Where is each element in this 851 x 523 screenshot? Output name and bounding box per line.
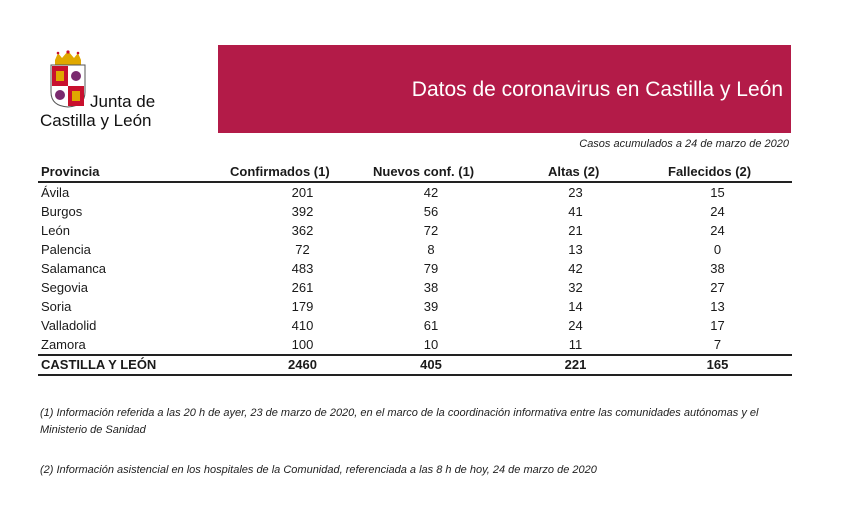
cell-nuevos: 38 <box>423 280 439 295</box>
cell-altas: 41 <box>568 204 583 219</box>
cell-nuevos: 79 <box>423 261 439 276</box>
cell-fallecidos: 38 <box>710 261 725 276</box>
cell-altas: 13 <box>568 242 583 257</box>
crest-shield-icon <box>50 64 86 108</box>
cell-fallecidos: 27 <box>710 280 725 295</box>
cell-provincia: Ávila <box>41 185 70 200</box>
header-confirmados: Confirmados (1) <box>230 164 330 179</box>
table-row <box>38 221 792 240</box>
cell-provincia: Soria <box>41 299 72 314</box>
cell-confirmados: 362 <box>291 223 314 238</box>
cell-fallecidos: 7 <box>713 337 722 352</box>
title-banner <box>218 45 791 133</box>
cell-provincia: Burgos <box>41 204 83 219</box>
cell-confirmados: 100 <box>291 337 314 352</box>
table-header <box>38 160 792 183</box>
cell-fallecidos: 0 <box>713 242 722 257</box>
header-altas: Altas (2) <box>548 164 600 179</box>
cell-altas: 24 <box>568 318 583 333</box>
logo-text-castilla: Castilla y León <box>40 111 152 130</box>
cell-nuevos: 61 <box>423 318 439 333</box>
cell-provincia: Segovia <box>41 280 88 295</box>
total-fallecidos: 165 <box>706 357 729 372</box>
cell-altas: 23 <box>568 185 583 200</box>
header-provincia: Provincia <box>41 164 100 179</box>
total-altas: 221 <box>564 357 587 372</box>
cell-confirmados: 201 <box>291 185 314 200</box>
cell-confirmados: 483 <box>291 261 314 276</box>
cell-provincia: Salamanca <box>41 261 107 276</box>
cell-nuevos: 56 <box>423 204 439 219</box>
cell-nuevos: 8 <box>427 242 435 257</box>
cell-provincia: Palencia <box>41 242 91 257</box>
cell-nuevos: 39 <box>423 299 439 314</box>
table-row <box>38 240 792 259</box>
footnote-2: (2) Información asistencial en los hospitales de la Comunidad, referenciada a las 8 h de hoy, 24 de marzo de 2020 <box>40 464 597 476</box>
cell-altas: 11 <box>568 337 583 352</box>
header-fallecidos: Fallecidos (2) <box>668 164 752 179</box>
cell-fallecidos: 13 <box>710 299 725 314</box>
table-row <box>38 202 792 221</box>
junta-logo <box>38 50 208 135</box>
table-row <box>38 278 792 297</box>
total-nuevos: 405 <box>420 357 442 372</box>
cell-fallecidos: 15 <box>710 185 725 200</box>
header-nuevos: Nuevos conf. (1) <box>373 164 475 179</box>
cell-provincia: Zamora <box>41 337 86 352</box>
cell-confirmados: 392 <box>291 204 314 219</box>
cell-nuevos: 42 <box>423 185 439 200</box>
cell-nuevos: 10 <box>423 337 439 352</box>
table-row <box>38 316 792 335</box>
table-total-row <box>38 354 792 376</box>
cell-confirmados: 261 <box>291 280 314 295</box>
cell-nuevos: 72 <box>423 223 439 238</box>
table-row <box>38 335 792 354</box>
table-row <box>38 183 792 202</box>
cell-altas: 14 <box>568 299 583 314</box>
cell-fallecidos: 17 <box>710 318 725 333</box>
cell-confirmados: 179 <box>291 299 314 314</box>
cell-provincia: León <box>41 223 70 238</box>
date-subtitle: Casos acumulados a 24 de marzo de 2020 <box>579 138 789 150</box>
cases-table <box>38 160 792 376</box>
total-label: CASTILLA Y LEÓN <box>41 357 157 372</box>
cell-fallecidos: 24 <box>710 223 725 238</box>
cell-provincia: Valladolid <box>41 318 97 333</box>
total-confirmados: 2460 <box>288 357 317 372</box>
cell-fallecidos: 24 <box>710 204 725 219</box>
page-title: Datos de coronavirus en Castilla y León <box>411 78 783 101</box>
table-row <box>38 297 792 316</box>
cell-altas: 42 <box>568 261 583 276</box>
cell-confirmados: 72 <box>295 242 310 257</box>
cell-confirmados: 410 <box>291 318 314 333</box>
logo-text-junta: Junta de <box>90 92 156 111</box>
footnote-1: (1) Información referida a las 20 h de ayer, 23 de marzo de 2020, en el marco de la coordinación informativa entre las comunidades autónomas y el Ministerio de Sanidad <box>40 407 759 436</box>
cell-altas: 21 <box>568 223 583 238</box>
table-row <box>38 259 792 278</box>
cell-altas: 32 <box>568 280 583 295</box>
